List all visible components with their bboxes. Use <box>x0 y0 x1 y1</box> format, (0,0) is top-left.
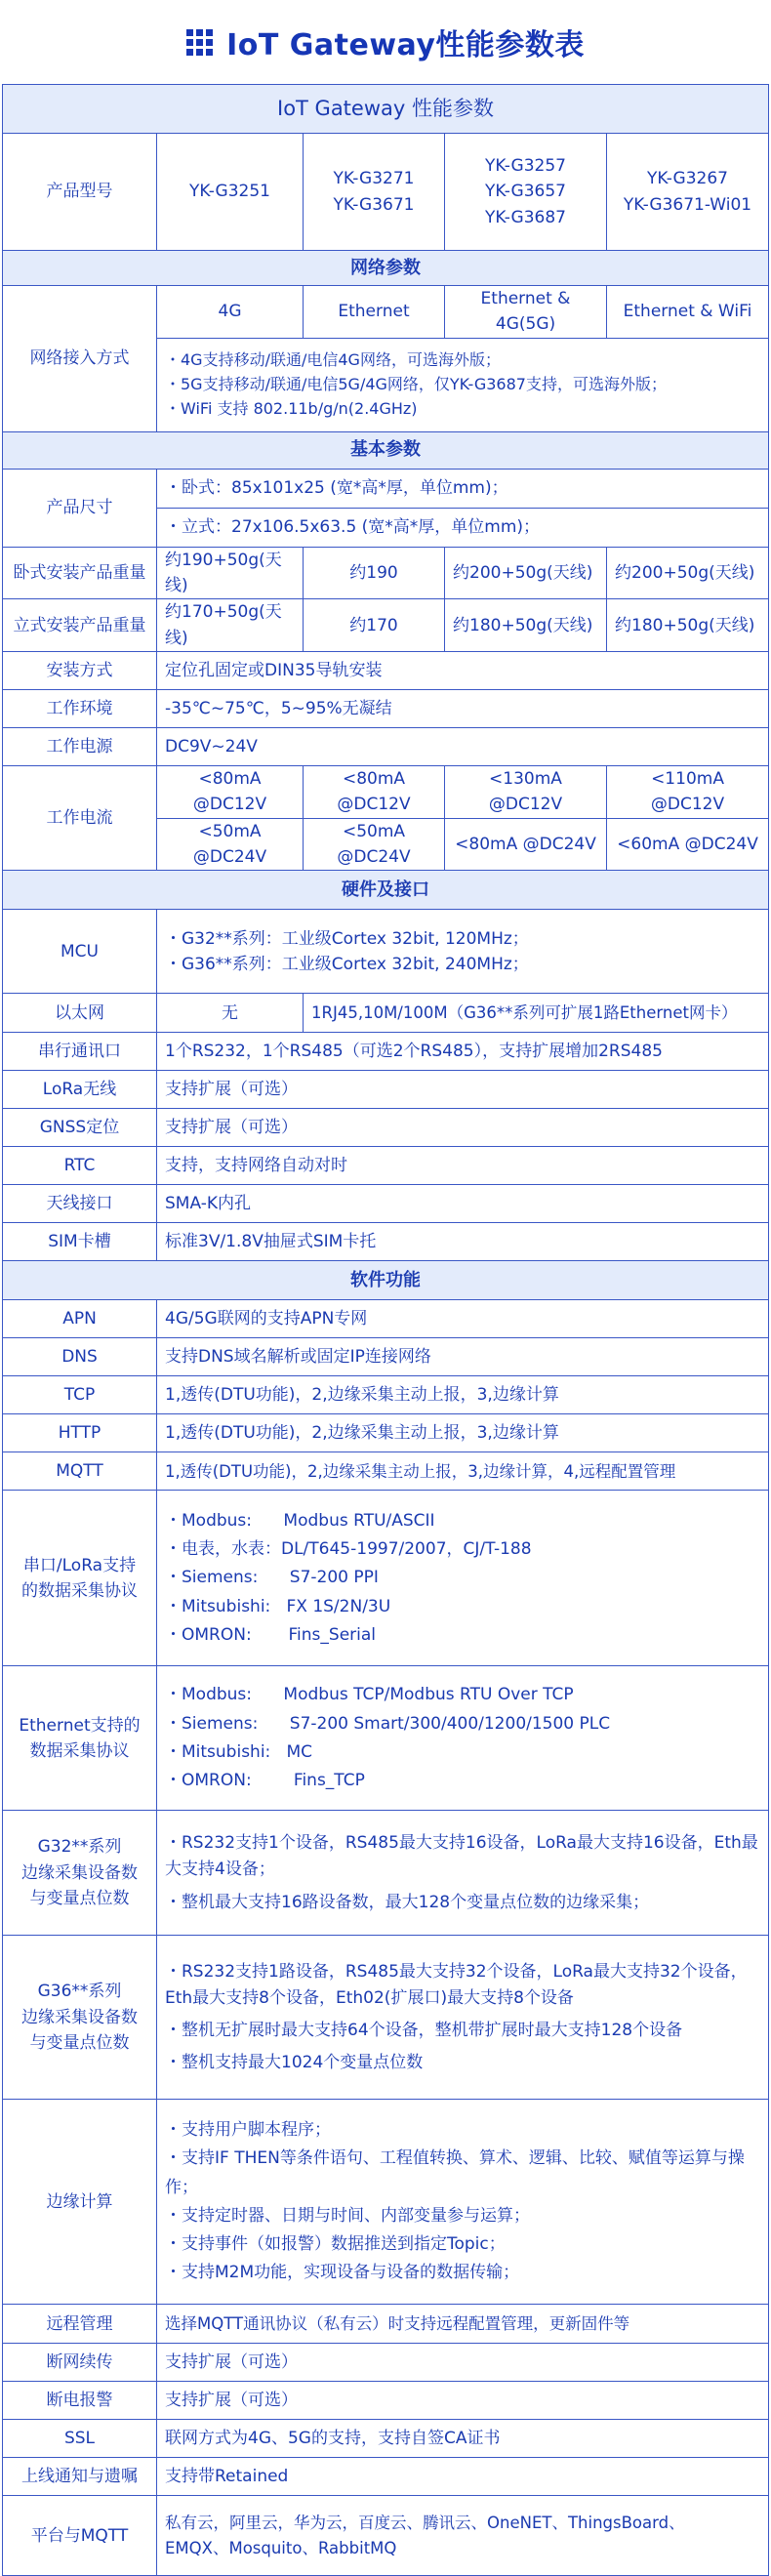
edge-line: ・支持M2M功能，实现设备与设备的数据传输； <box>165 2263 520 2283</box>
label-line: Ethernet支持的 <box>19 1715 141 1736</box>
table-row <box>3 1300 769 1338</box>
row-label: 工作环境 <box>3 690 157 728</box>
weight-cell: 约180+50g(天线) <box>607 599 769 652</box>
model-name: YK-G3687 <box>485 207 566 227</box>
current-cell: <50mA @DC24V <box>157 818 304 871</box>
table-row <box>3 690 769 728</box>
label-line: 边缘采集设备数 <box>21 1862 138 1883</box>
model-name: YK-G3671 <box>333 194 415 215</box>
weight-cell: 约190+50g(天线) <box>157 547 304 599</box>
row-label: RTC <box>3 1147 157 1185</box>
protocol-list <box>157 1666 769 1811</box>
row-value: 1,透传(DTU功能)，2,边缘采集主动上报，3,边缘计算 <box>157 1376 769 1414</box>
row-label: 断电报警 <box>3 2382 157 2420</box>
label-line: G32**系列 <box>37 1837 122 1858</box>
weight-cell: 约170 <box>304 599 445 652</box>
row-value: DC9V~24V <box>157 728 769 766</box>
section-row <box>3 251 769 286</box>
section-row <box>3 1261 769 1300</box>
row-label: 产品尺寸 <box>3 469 157 547</box>
weight-cell: 约200+50g(天线) <box>607 547 769 599</box>
label-line: 的数据采集协议 <box>21 1580 138 1601</box>
row-value: 联网方式为4G、5G的支持，支持自签CA证书 <box>157 2420 769 2458</box>
section-row <box>3 431 769 469</box>
protocol-line: ・Mitsubishi: FX 1S/2N/3U <box>165 1596 391 1616</box>
model-name: YK-G3271 <box>333 169 415 189</box>
table-row-models <box>3 134 769 251</box>
table-row <box>3 1376 769 1414</box>
table-row <box>3 1936 769 2100</box>
current-cell: <80mA @DC24V <box>445 818 607 871</box>
current-cell: <80mA @DC12V <box>157 766 304 819</box>
grid-icon <box>186 29 213 56</box>
platform-line: 私有云，阿里云，华为云，百度云、腾讯云、OneNET、ThingsBoard、 <box>165 2514 685 2533</box>
row-value: 选择MQTT通讯协议（私有云）时支持远程配置管理，更新固件等 <box>157 2305 769 2344</box>
section-row <box>3 871 769 910</box>
row-label <box>3 1491 157 1666</box>
table-row <box>3 1223 769 1261</box>
model-cell <box>445 134 607 251</box>
protocol-line: ・Modbus: Modbus RTU/ASCII <box>165 1510 435 1531</box>
table-row <box>3 599 769 652</box>
table-row <box>3 1033 769 1071</box>
model-cell <box>157 134 304 251</box>
table-row <box>3 547 769 599</box>
row-value: 支持，支持网络自动对时 <box>157 1147 769 1185</box>
network-type: Ethernet <box>304 286 445 339</box>
row-label: MCU <box>3 910 157 994</box>
mcu-line: ・G32**系列：工业级Cortex 32bit, 120MHz； <box>165 928 529 949</box>
table-row <box>3 2382 769 2420</box>
row-value: 支持扩展（可选） <box>157 2344 769 2382</box>
row-label <box>3 1666 157 1811</box>
table-row <box>3 1414 769 1452</box>
model-name: YK-G3251 <box>189 182 270 202</box>
capacity-line: ・RS232支持1路设备，RS485最大支持32个设备，LoRa最大支持32个设备，Eth最大支持8个设备，Eth02(扩展口)最大支持8个设备 <box>165 1961 748 2008</box>
row-label: 平台与MQTT <box>3 2496 157 2576</box>
row-label: 立式安装产品重量 <box>3 599 157 652</box>
row-label: SIM卡槽 <box>3 1223 157 1261</box>
row-label: 远程管理 <box>3 2305 157 2344</box>
network-type: Ethernet & WiFi <box>607 286 769 339</box>
row-label: HTTP <box>3 1414 157 1452</box>
table-row <box>3 1666 769 1811</box>
row-label: 卧式安装产品重量 <box>3 547 157 599</box>
row-value: 1,透传(DTU功能)，2,边缘采集主动上报，3,边缘计算 <box>157 1414 769 1452</box>
mcu-cell <box>157 910 769 994</box>
table-row <box>3 2420 769 2458</box>
protocol-list <box>157 1491 769 1666</box>
table-row <box>3 728 769 766</box>
weight-cell: 约190 <box>304 547 445 599</box>
note-line: ・5G支持移动/联通/电信5G/4G网络，仅YK-G3687支持，可选海外版； <box>165 374 667 393</box>
table-row <box>3 652 769 690</box>
protocol-line: ・Modbus: Modbus TCP/Modbus RTU Over TCP <box>165 1685 574 1705</box>
row-label: LoRa无线 <box>3 1071 157 1109</box>
row-label: 串行通讯口 <box>3 1033 157 1071</box>
row-label: 安装方式 <box>3 652 157 690</box>
capacity-list <box>157 1811 769 1936</box>
row-label: 以太网 <box>3 994 157 1033</box>
table-row <box>3 1071 769 1109</box>
label-line: 边缘采集设备数 <box>21 2007 138 2027</box>
weight-cell: 约180+50g(天线) <box>445 599 607 652</box>
edge-line: ・支持IF THEN等条件语句、工程值转换、算术、逻辑、比较、赋值等运算与操作； <box>165 2148 745 2197</box>
row-label: SSL <box>3 2420 157 2458</box>
table-row <box>3 910 769 994</box>
row-value: SMA-K内孔 <box>157 1185 769 1223</box>
current-cell: <110mA @DC12V <box>607 766 769 819</box>
section-title: 网络参数 <box>3 251 769 286</box>
note-line: ・WiFi 支持 802.11b/g/n(2.4GHz) <box>165 398 418 418</box>
row-value: 支持DNS域名解析或固定IP连接网络 <box>157 1338 769 1376</box>
network-type: Ethernet & 4G(5G) <box>445 286 607 339</box>
model-name: YK-G3671-Wi01 <box>623 194 752 215</box>
page-title: IoT Gateway性能参数表 <box>226 28 585 62</box>
model-cell <box>607 134 769 251</box>
row-value: -35℃~75℃，5~95%无凝结 <box>157 690 769 728</box>
row-label: 工作电源 <box>3 728 157 766</box>
row-label: MQTT <box>3 1452 157 1491</box>
table-row <box>3 2344 769 2382</box>
edge-line: ・支持用户脚本程序； <box>165 2120 331 2141</box>
table-row <box>3 994 769 1033</box>
row-value: 标准3V/1.8V抽屉式SIM卡托 <box>157 1223 769 1261</box>
row-label: 断网续传 <box>3 2344 157 2382</box>
row-value: 定位孔固定或DIN35导轨安装 <box>157 652 769 690</box>
section-title: 硬件及接口 <box>3 871 769 910</box>
row-label: DNS <box>3 1338 157 1376</box>
current-cell: <60mA @DC24V <box>607 818 769 871</box>
row-value: 1个RS232，1个RS485（可选2个RS485），支持扩展增加2RS485 <box>157 1033 769 1071</box>
table-row <box>3 1811 769 1936</box>
platform-line: EMQX、Mosquito、RabbitMQ <box>165 2538 397 2557</box>
spec-table <box>2 84 769 2576</box>
row-value: 支持带Retained <box>157 2458 769 2496</box>
weight-cell: 约200+50g(天线) <box>445 547 607 599</box>
model-name: YK-G3257 <box>485 155 566 176</box>
platform-list <box>157 2496 769 2576</box>
row-label: 网络接入方式 <box>3 286 157 432</box>
capacity-line: ・整机支持最大1024个变量点位数 <box>165 2053 424 2073</box>
capacity-line: ・整机无扩展时最大支持64个设备，整机带扩展时最大支持128个设备 <box>165 2020 683 2040</box>
table-row <box>3 85 769 134</box>
mcu-line: ・G36**系列：工业级Cortex 32bit, 240MHz； <box>165 954 529 974</box>
network-type: 4G <box>157 286 304 339</box>
current-cell: <80mA @DC12V <box>304 766 445 819</box>
table-row <box>3 1491 769 1666</box>
note-line: ・4G支持移动/联通/电信4G网络，可选海外版； <box>165 349 501 369</box>
edge-line: ・支持定时器、日期与时间、内部变量参与运算； <box>165 2205 530 2226</box>
section-title: 软件功能 <box>3 1261 769 1300</box>
row-label: GNSS定位 <box>3 1109 157 1147</box>
row-label: TCP <box>3 1376 157 1414</box>
capacity-line: ・RS232支持1个设备，RS485最大支持16设备，LoRa最大支持16设备，Eth最大支持4设备； <box>165 1833 758 1880</box>
row-label: APN <box>3 1300 157 1338</box>
label-line: 串口/LoRa支持 <box>22 1555 137 1575</box>
row-label: 边缘计算 <box>3 2100 157 2305</box>
size-line: ・立式：27x106.5x63.5 (宽*高*厚，单位mm)； <box>157 508 769 547</box>
network-notes <box>157 338 769 431</box>
edge-line: ・支持事件（如报警）数据推送到指定Topic； <box>165 2234 506 2255</box>
current-cell: <50mA @DC24V <box>304 818 445 871</box>
protocol-line: ・OMRON: Fins_TCP <box>165 1771 365 1791</box>
table-title: IoT Gateway 性能参数 <box>3 85 769 134</box>
model-name: YK-G3657 <box>485 182 566 202</box>
table-row <box>3 1185 769 1223</box>
protocol-line: ・Siemens: S7-200 Smart/300/400/1200/1500 PLC <box>165 1713 611 1734</box>
table-row <box>3 1109 769 1147</box>
row-label <box>3 1811 157 1936</box>
section-title: 基本参数 <box>3 431 769 469</box>
row-label: 产品型号 <box>3 134 157 251</box>
row-value: 1,透传(DTU功能)，2,边缘采集主动上报，3,边缘计算，4,远程配置管理 <box>157 1452 769 1491</box>
label-line: 与变量点位数 <box>29 1889 130 1909</box>
eth-cell: 1RJ45,10M/100M（G36**系列可扩展1路Ethernet网卡） <box>304 994 769 1033</box>
size-line: ・卧式：85x101x25 (宽*高*厚，单位mm)； <box>157 469 769 508</box>
table-row <box>3 1452 769 1491</box>
table-row <box>3 2100 769 2305</box>
table-row <box>3 2305 769 2344</box>
label-line: G36**系列 <box>37 1982 122 2002</box>
row-value: 支持扩展（可选） <box>157 2382 769 2420</box>
row-label: 天线接口 <box>3 1185 157 1223</box>
table-row <box>3 2496 769 2576</box>
table-row <box>3 1147 769 1185</box>
capacity-list <box>157 1936 769 2100</box>
protocol-line: ・OMRON: Fins_Serial <box>165 1624 377 1645</box>
row-label <box>3 1936 157 2100</box>
table-row <box>3 286 769 339</box>
table-row <box>3 1338 769 1376</box>
label-line: 与变量点位数 <box>29 2033 130 2054</box>
protocol-line: ・Siemens: S7-200 PPI <box>165 1568 379 1588</box>
row-value: 支持扩展（可选） <box>157 1109 769 1147</box>
capacity-line: ・整机最大支持16路设备数，最大128个变量点位数的边缘采集； <box>165 1892 650 1912</box>
protocol-line: ・电表，水表：DL/T645-1997/2007，CJ/T-188 <box>165 1539 532 1560</box>
page-header <box>0 0 771 84</box>
row-value: 支持扩展（可选） <box>157 1071 769 1109</box>
row-value: 4G/5G联网的支持APN专网 <box>157 1300 769 1338</box>
table-row <box>3 2458 769 2496</box>
model-name: YK-G3267 <box>647 169 728 189</box>
table-row <box>3 766 769 819</box>
row-label: 工作电流 <box>3 766 157 871</box>
protocol-line: ・Mitsubishi: MC <box>165 1741 313 1762</box>
weight-cell: 约170+50g(天线) <box>157 599 304 652</box>
edge-list <box>157 2100 769 2305</box>
table-row <box>3 469 769 508</box>
current-cell: <130mA @DC12V <box>445 766 607 819</box>
model-cell <box>304 134 445 251</box>
label-line: 数据采集协议 <box>29 1740 130 1761</box>
row-label: 上线通知与遗嘱 <box>3 2458 157 2496</box>
eth-cell: 无 <box>157 994 304 1033</box>
